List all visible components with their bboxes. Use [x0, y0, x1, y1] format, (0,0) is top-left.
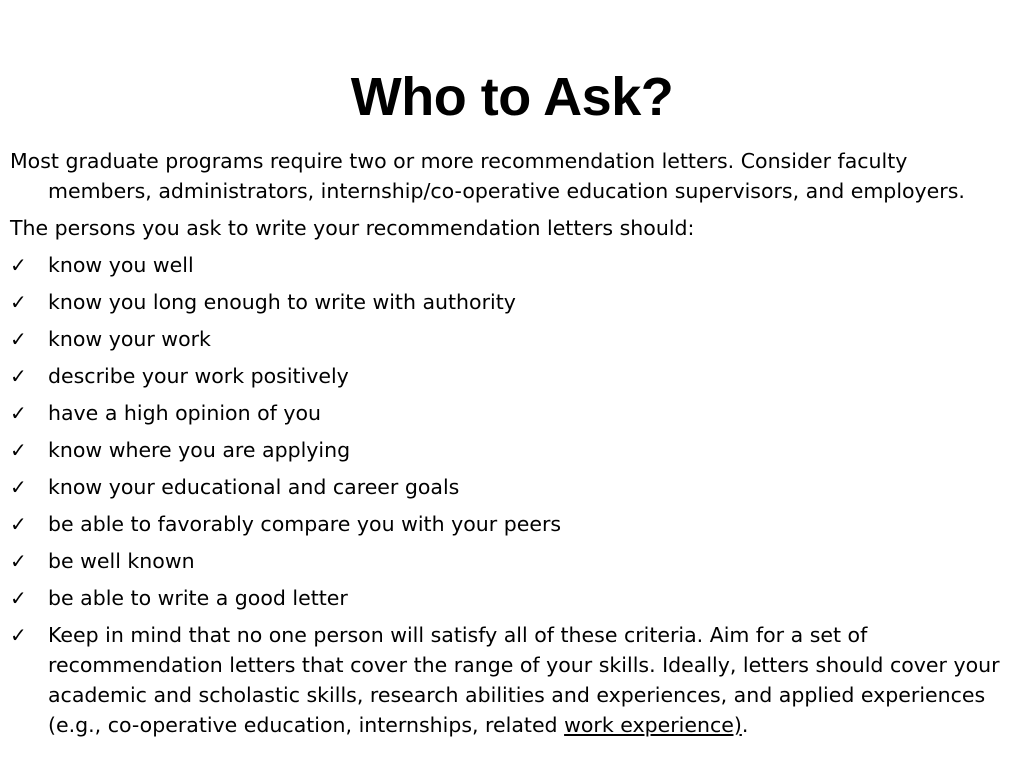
- checklist-item-text: have a high opinion of you: [48, 401, 322, 425]
- checklist-item: [10, 583, 1010, 613]
- final-item-text: Keep in mind that no one person will satisfy all of these criteria. Aim for a set of recommendation letters that cover the range of your skills. Ideally, letters should cover your academic and scholastic skills, research abilities and experiences, and applied experiences (e.g., co-operative education, internships, related: [48, 623, 1000, 737]
- checklist-item-text: describe your work positively: [48, 364, 349, 388]
- checkmark-icon: ✓: [10, 327, 27, 351]
- checkmark-icon: ✓: [10, 438, 27, 462]
- checkmark-icon: ✓: [10, 364, 27, 388]
- checklist-item: [10, 324, 1010, 354]
- checklist-item-text: know your work: [48, 327, 211, 351]
- checklist-item: [10, 398, 1010, 428]
- checklist-item: [10, 509, 1010, 539]
- checklist-item: [10, 361, 1010, 391]
- checklist-item: [10, 250, 1010, 280]
- criteria-checklist: [10, 250, 1010, 740]
- checklist-item: [10, 546, 1010, 576]
- checklist-item: [10, 287, 1010, 317]
- checklist-item-text: be well known: [48, 549, 195, 573]
- checklist-item-text: know you long enough to write with authority: [48, 290, 516, 314]
- checklist-item: [10, 472, 1010, 502]
- checklist-item-text: be able to write a good letter: [48, 586, 348, 610]
- checklist-item-text: know where you are applying: [48, 438, 351, 462]
- checkmark-icon: ✓: [10, 586, 27, 610]
- checklist-item-text: be able to favorably compare you with your peers: [48, 512, 562, 536]
- checkmark-icon: ✓: [10, 253, 27, 277]
- checkmark-icon: ✓: [10, 290, 27, 314]
- final-item-trailing: .: [741, 713, 749, 737]
- intro-paragraph: Most graduate programs require two or more recommendation letters. Consider faculty members, administrators, internship/co-operative education supervisors, and employers.: [10, 149, 965, 203]
- criteria-heading: The persons you ask to write your recommendation letters should:: [10, 216, 695, 240]
- checkmark-icon: ✓: [10, 401, 27, 425]
- checkmark-icon: ✓: [10, 623, 27, 647]
- slide-body: [10, 146, 1010, 747]
- checklist-item-final: [10, 620, 1010, 740]
- work-experience-link[interactable]: work experience): [564, 713, 742, 737]
- checklist-item: [10, 435, 1010, 465]
- checkmark-icon: ✓: [10, 512, 27, 536]
- checklist-item-text: know your educational and career goals: [48, 475, 460, 499]
- checkmark-icon: ✓: [10, 549, 27, 573]
- checkmark-icon: ✓: [10, 475, 27, 499]
- checklist-item-text: know you well: [48, 253, 194, 277]
- slide-title: Who to Ask?: [350, 67, 674, 127]
